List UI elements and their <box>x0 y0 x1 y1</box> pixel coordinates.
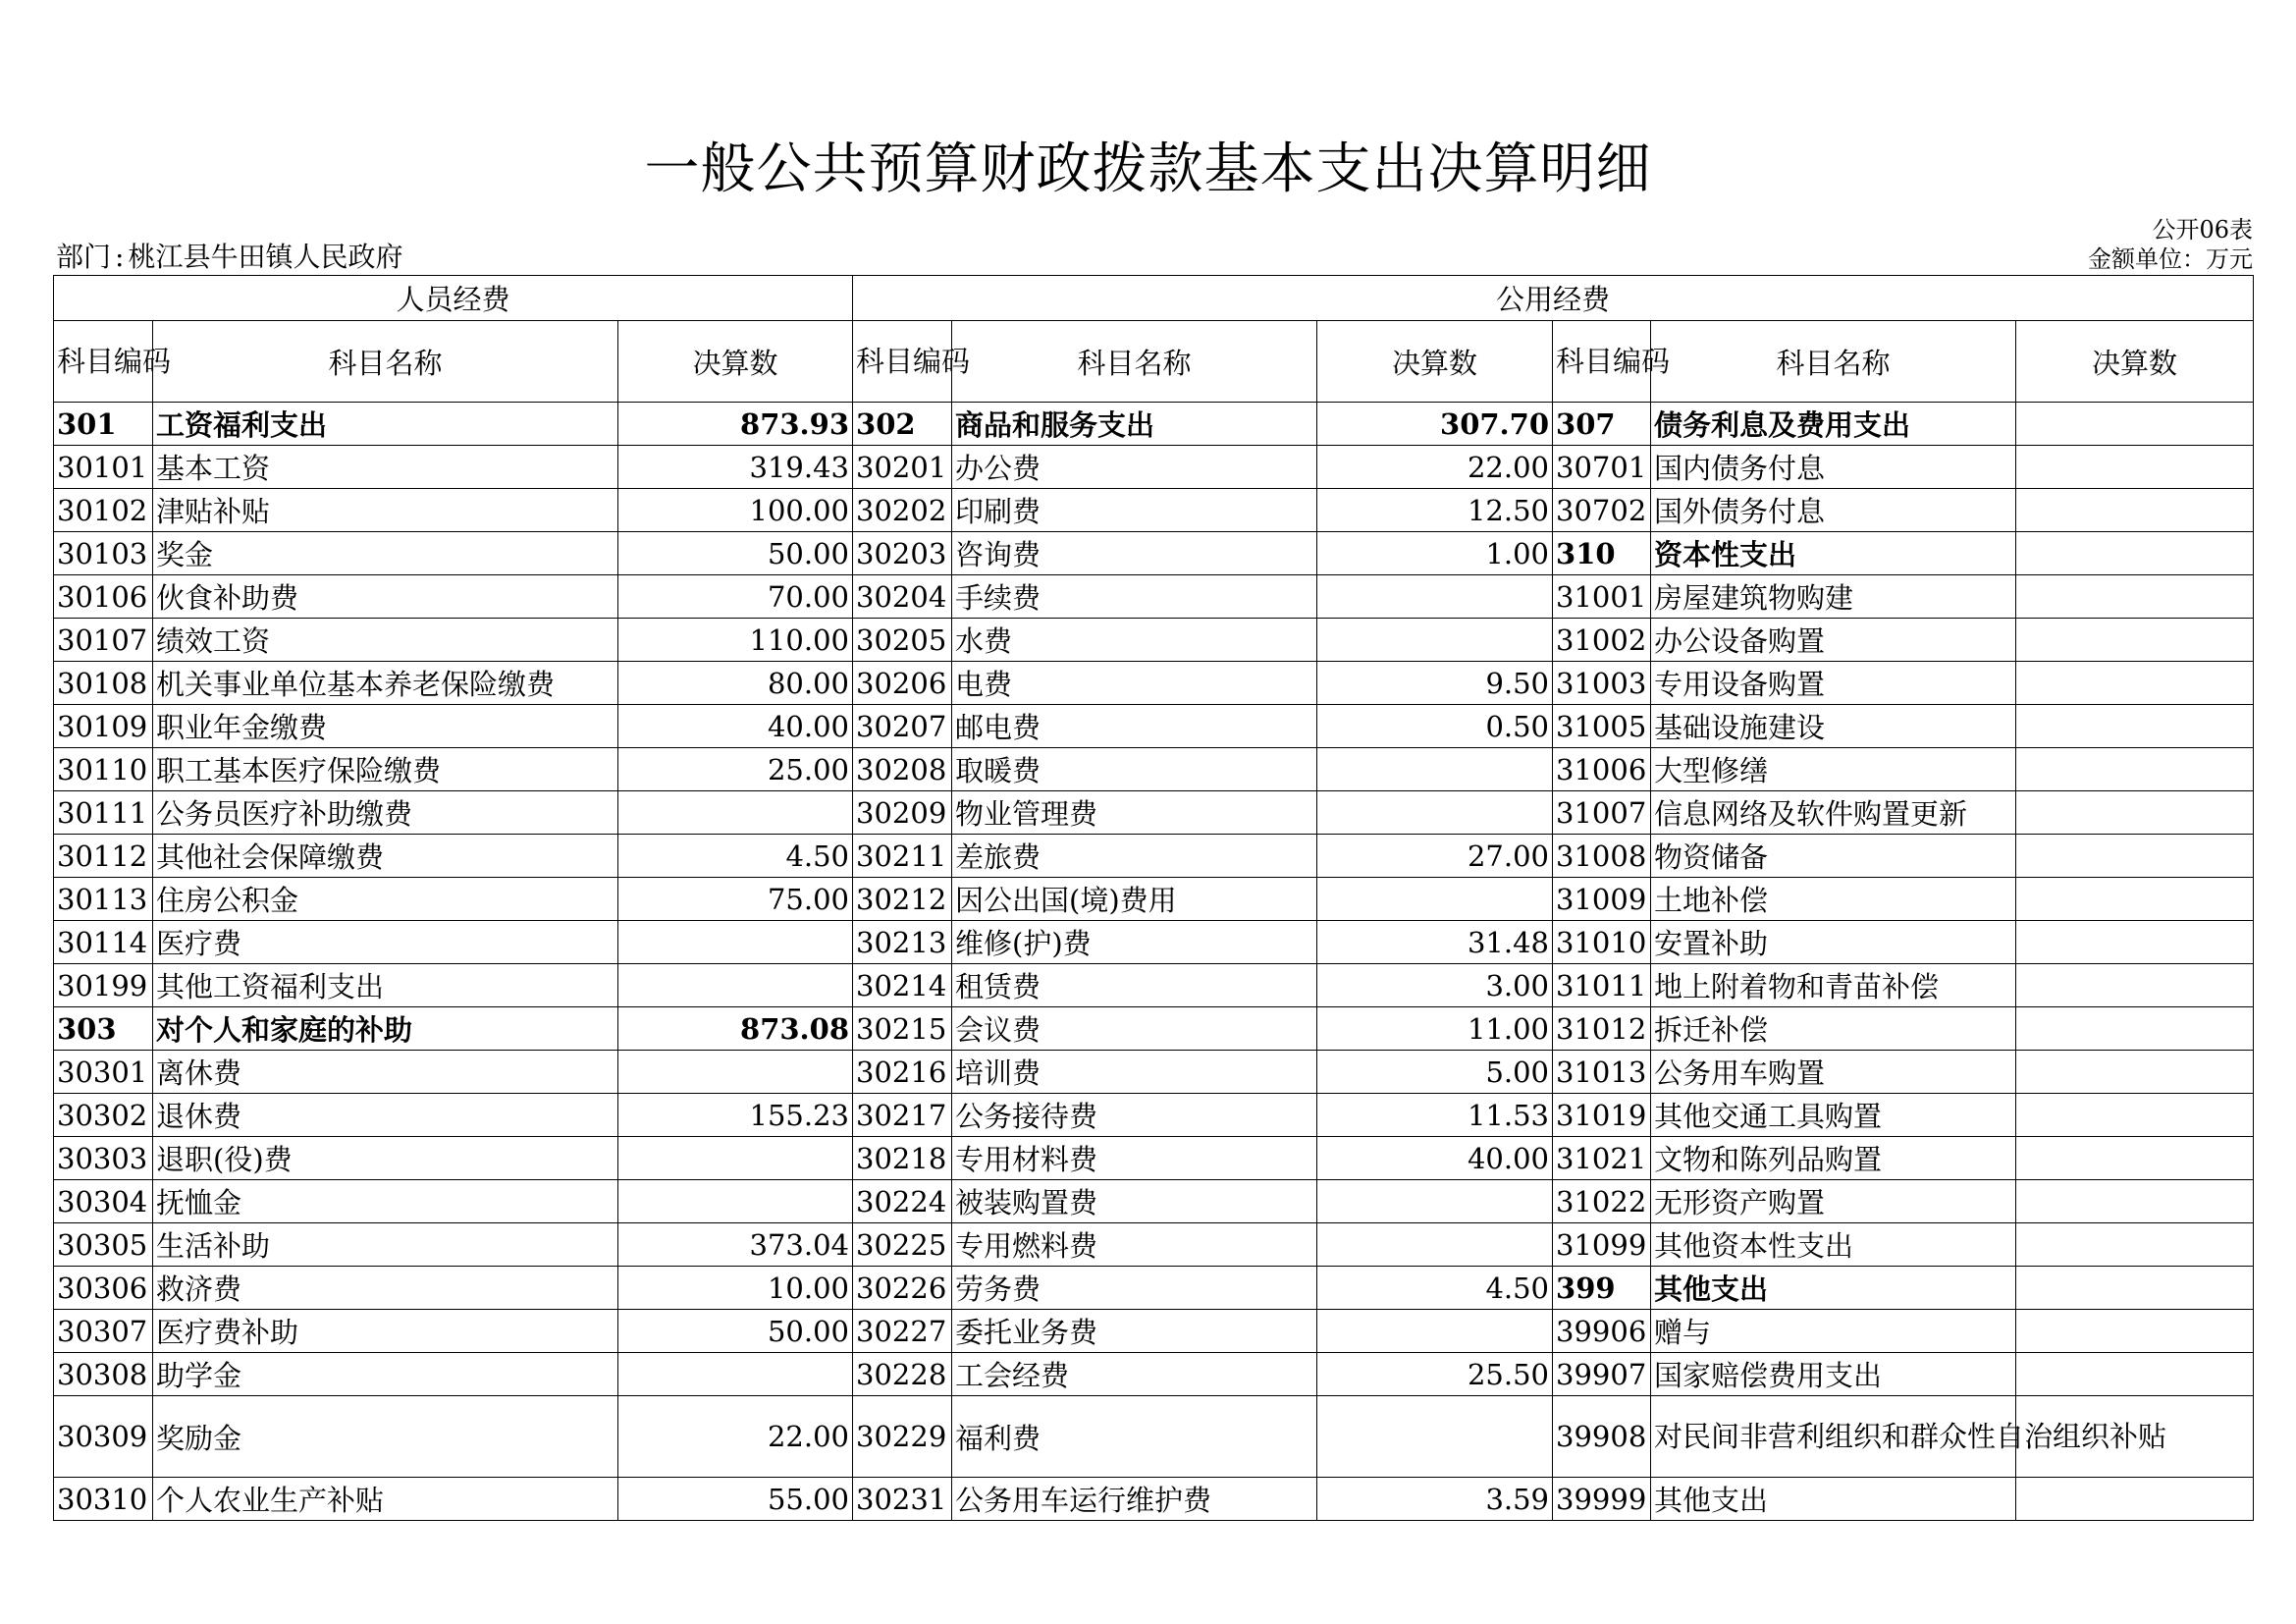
amount-cell <box>1317 748 1553 791</box>
amount-cell: 3.00 <box>1317 964 1553 1007</box>
amount-cell <box>1317 619 1553 662</box>
amount-cell <box>1317 575 1553 619</box>
subject-name-cell: 委托业务费 <box>952 1310 1317 1353</box>
subject-name-cell: 房屋建筑物购建 <box>1651 575 2016 619</box>
subject-code-cell: 310 <box>1553 532 1651 575</box>
subject-name-cell: 生活补助 <box>153 1223 618 1267</box>
subject-code-cell: 30304 <box>54 1180 153 1223</box>
amount-cell <box>2016 532 2254 575</box>
table-number: 公开06表 <box>2152 216 2253 244</box>
subject-code-cell: 30226 <box>853 1267 952 1310</box>
subject-code-cell: 30213 <box>853 921 952 964</box>
amount-cell: 4.50 <box>1317 1267 1553 1310</box>
subject-name-cell: 债务利息及费用支出 <box>1651 403 2016 446</box>
subject-name-cell: 救济费 <box>153 1267 618 1310</box>
subject-code-cell: 30211 <box>853 835 952 878</box>
subject-code-cell: 30113 <box>54 878 153 921</box>
subject-code-cell: 30215 <box>853 1007 952 1051</box>
amount-cell <box>2016 1310 2254 1353</box>
subject-code-cell: 30231 <box>853 1478 952 1521</box>
subject-name-cell: 会议费 <box>952 1007 1317 1051</box>
subject-name-cell: 国外债务付息 <box>1651 489 2016 532</box>
table-row <box>54 662 2254 705</box>
subject-name-cell: 公务员医疗补助缴费 <box>153 791 618 835</box>
column-header-name: 科目名称 <box>1651 321 2016 403</box>
subject-code-cell: 31009 <box>1553 878 1651 921</box>
table-row <box>54 1180 2254 1223</box>
subject-code-cell: 31003 <box>1553 662 1651 705</box>
subject-code-cell: 30212 <box>853 878 952 921</box>
subject-code-cell: 30306 <box>54 1267 153 1310</box>
amount-cell: 50.00 <box>618 532 853 575</box>
subject-code-cell: 31001 <box>1553 575 1651 619</box>
amount-cell <box>1317 1396 1553 1478</box>
table-body <box>54 403 2254 1521</box>
amount-cell: 10.00 <box>618 1267 853 1310</box>
expenditure-table <box>53 275 2254 1521</box>
subject-name-cell: 基础设施建设 <box>1651 705 2016 748</box>
department-line <box>56 236 402 275</box>
subject-name-cell: 取暖费 <box>952 748 1317 791</box>
amount-cell: 11.53 <box>1317 1094 1553 1137</box>
subject-code-cell: 30218 <box>853 1137 952 1180</box>
subject-name-cell: 专用设备购置 <box>1651 662 2016 705</box>
subject-name-cell: 地上附着物和青苗补偿 <box>1651 964 2016 1007</box>
subject-code-cell: 39906 <box>1553 1310 1651 1353</box>
amount-cell <box>2016 1223 2254 1267</box>
subject-code-cell: 30309 <box>54 1396 153 1478</box>
amount-cell <box>618 791 853 835</box>
subject-name-cell: 津贴补贴 <box>153 489 618 532</box>
table-row <box>54 1353 2254 1396</box>
table-row <box>54 1223 2254 1267</box>
amount-cell <box>2016 575 2254 619</box>
amount-cell: 0.50 <box>1317 705 1553 748</box>
subject-name-cell: 其他资本性支出 <box>1651 1223 2016 1267</box>
subject-name-cell: 绩效工资 <box>153 619 618 662</box>
subject-code-cell: 30227 <box>853 1310 952 1353</box>
table-row <box>54 705 2254 748</box>
subject-name-cell: 维修(护)费 <box>952 921 1317 964</box>
subject-code-cell: 30308 <box>54 1353 153 1396</box>
amount-cell: 3.59 <box>1317 1478 1553 1521</box>
subject-name-cell: 租赁费 <box>952 964 1317 1007</box>
subject-code-cell: 399 <box>1553 1267 1651 1310</box>
subject-name-cell: 手续费 <box>952 575 1317 619</box>
table-row <box>54 1137 2254 1180</box>
amount-cell <box>2016 791 2254 835</box>
subject-code-cell: 30204 <box>853 575 952 619</box>
subject-code-cell: 302 <box>853 403 952 446</box>
amount-cell <box>1317 1310 1553 1353</box>
amount-cell: 307.70 <box>1317 403 1553 446</box>
subject-code-cell: 30207 <box>853 705 952 748</box>
subject-name-cell: 其他支出 <box>1651 1267 2016 1310</box>
subject-code-cell: 307 <box>1553 403 1651 446</box>
subject-code-cell: 30307 <box>54 1310 153 1353</box>
subject-code-cell: 31008 <box>1553 835 1651 878</box>
amount-cell: 873.93 <box>618 403 853 446</box>
subject-code-cell: 30108 <box>54 662 153 705</box>
subject-code-cell: 301 <box>54 403 153 446</box>
amount-cell: 25.50 <box>1317 1353 1553 1396</box>
subject-name-cell: 物业管理费 <box>952 791 1317 835</box>
subject-name-cell: 抚恤金 <box>153 1180 618 1223</box>
subject-code-cell: 30202 <box>853 489 952 532</box>
amount-cell: 40.00 <box>1317 1137 1553 1180</box>
subject-name-cell: 劳务费 <box>952 1267 1317 1310</box>
group-header-personnel: 人员经费 <box>54 276 853 321</box>
subject-code-cell: 30199 <box>54 964 153 1007</box>
subject-name-cell: 其他交通工具购置 <box>1651 1094 2016 1137</box>
subject-code-cell: 30216 <box>853 1051 952 1094</box>
subject-code-cell: 30206 <box>853 662 952 705</box>
table-row <box>54 1478 2254 1521</box>
subject-code-cell: 31005 <box>1553 705 1651 748</box>
column-header-name: 科目名称 <box>952 321 1317 403</box>
subject-name-cell: 国家赔偿费用支出 <box>1651 1353 2016 1396</box>
subject-name-cell: 个人农业生产补贴 <box>153 1478 618 1521</box>
amount-cell <box>2016 1094 2254 1137</box>
subject-code-cell: 30302 <box>54 1094 153 1137</box>
amount-cell <box>618 1353 853 1396</box>
amount-cell <box>2016 619 2254 662</box>
column-header-amount: 决算数 <box>2016 321 2254 403</box>
subject-name-cell: 咨询费 <box>952 532 1317 575</box>
subject-code-cell: 30103 <box>54 532 153 575</box>
subject-code-cell: 30305 <box>54 1223 153 1267</box>
department-separator: : <box>115 241 125 273</box>
subject-code-cell: 31022 <box>1553 1180 1651 1223</box>
subject-name-cell: 对民间非营利组织和群众性自治组织补贴 <box>1651 1396 2016 1478</box>
subject-code-cell: 30109 <box>54 705 153 748</box>
subject-name-cell: 国内债务付息 <box>1651 446 2016 489</box>
amount-cell <box>2016 705 2254 748</box>
column-header-code: 科目编码 <box>1553 321 1651 403</box>
table-row <box>54 921 2254 964</box>
subject-code-cell: 39999 <box>1553 1478 1651 1521</box>
subject-code-cell: 31099 <box>1553 1223 1651 1267</box>
subject-name-cell: 文物和陈列品购置 <box>1651 1137 2016 1180</box>
subject-code-cell: 39907 <box>1553 1353 1651 1396</box>
subject-name-cell: 职工基本医疗保险缴费 <box>153 748 618 791</box>
amount-cell <box>618 921 853 964</box>
subject-name-cell: 办公费 <box>952 446 1317 489</box>
subject-code-cell: 31012 <box>1553 1007 1651 1051</box>
table-row <box>54 489 2254 532</box>
amount-cell: 22.00 <box>618 1396 853 1478</box>
amount-cell: 4.50 <box>618 835 853 878</box>
amount-cell <box>618 1137 853 1180</box>
table-row <box>54 878 2254 921</box>
amount-cell: 75.00 <box>618 878 853 921</box>
subject-code-cell: 30208 <box>853 748 952 791</box>
table-row <box>54 1396 2254 1478</box>
table-row <box>54 791 2254 835</box>
subject-code-cell: 31019 <box>1553 1094 1651 1137</box>
amount-cell <box>2016 1051 2254 1094</box>
subject-name-cell: 土地补偿 <box>1651 878 2016 921</box>
subject-code-cell: 30114 <box>54 921 153 964</box>
amount-cell <box>618 964 853 1007</box>
table-row <box>54 1094 2254 1137</box>
subject-name-cell: 物资储备 <box>1651 835 2016 878</box>
amount-cell <box>2016 835 2254 878</box>
subject-name-cell: 资本性支出 <box>1651 532 2016 575</box>
subject-name-cell: 赠与 <box>1651 1310 2016 1353</box>
table-row <box>54 619 2254 662</box>
subject-code-cell: 31006 <box>1553 748 1651 791</box>
subject-name-cell: 伙食补助费 <box>153 575 618 619</box>
column-header-code: 科目编码 <box>54 321 153 403</box>
subject-name-cell: 职业年金缴费 <box>153 705 618 748</box>
amount-cell: 9.50 <box>1317 662 1553 705</box>
amount-cell <box>2016 1267 2254 1310</box>
amount-cell <box>618 1051 853 1094</box>
subject-code-cell: 30702 <box>1553 489 1651 532</box>
subject-name-cell: 信息网络及软件购置更新 <box>1651 791 2016 835</box>
subject-name-cell: 住房公积金 <box>153 878 618 921</box>
amount-cell: 11.00 <box>1317 1007 1553 1051</box>
table-row <box>54 403 2254 446</box>
subject-name-cell: 离休费 <box>153 1051 618 1094</box>
table-row <box>54 748 2254 791</box>
amount-cell: 873.08 <box>618 1007 853 1051</box>
subject-code-cell: 30217 <box>853 1094 952 1137</box>
subject-name-cell: 安置补助 <box>1651 921 2016 964</box>
subject-code-cell: 30301 <box>54 1051 153 1094</box>
amount-cell <box>2016 446 2254 489</box>
subject-code-cell: 30102 <box>54 489 153 532</box>
table-row <box>54 1267 2254 1310</box>
subject-name-cell: 医疗费 <box>153 921 618 964</box>
subject-code-cell: 30201 <box>853 446 952 489</box>
table-row <box>54 835 2254 878</box>
subject-name-cell: 水费 <box>952 619 1317 662</box>
amount-cell: 110.00 <box>618 619 853 662</box>
amount-cell: 55.00 <box>618 1478 853 1521</box>
subject-code-cell: 30107 <box>54 619 153 662</box>
subject-name-cell: 退职(役)费 <box>153 1137 618 1180</box>
subject-code-cell: 31010 <box>1553 921 1651 964</box>
subject-code-cell: 30303 <box>54 1137 153 1180</box>
amount-cell: 5.00 <box>1317 1051 1553 1094</box>
subject-code-cell: 30111 <box>54 791 153 835</box>
amount-cell <box>1317 791 1553 835</box>
amount-cell <box>1317 1180 1553 1223</box>
subject-code-cell: 31007 <box>1553 791 1651 835</box>
table-row <box>54 964 2254 1007</box>
subject-code-cell: 30106 <box>54 575 153 619</box>
subject-name-cell: 公务用车运行维护费 <box>952 1478 1317 1521</box>
subject-name-cell: 无形资产购置 <box>1651 1180 2016 1223</box>
subject-name-cell: 差旅费 <box>952 835 1317 878</box>
amount-cell <box>2016 1478 2254 1521</box>
amount-cell <box>2016 1353 2254 1396</box>
subject-code-cell: 30205 <box>853 619 952 662</box>
subject-code-cell: 31013 <box>1553 1051 1651 1094</box>
subject-code-cell: 31021 <box>1553 1137 1651 1180</box>
subject-code-cell: 39908 <box>1553 1396 1651 1478</box>
subject-code-cell: 30112 <box>54 835 153 878</box>
subject-name-cell: 基本工资 <box>153 446 618 489</box>
table-row <box>54 532 2254 575</box>
amount-cell <box>618 1180 853 1223</box>
subject-code-cell: 31002 <box>1553 619 1651 662</box>
subject-name-cell: 奖金 <box>153 532 618 575</box>
amount-cell: 100.00 <box>618 489 853 532</box>
department-label: 部门 <box>56 241 112 273</box>
subject-name-cell: 因公出国(境)费用 <box>952 878 1317 921</box>
table-row <box>54 446 2254 489</box>
subject-name-cell: 其他工资福利支出 <box>153 964 618 1007</box>
department-name: 桃江县牛田镇人民政府 <box>128 241 403 273</box>
subject-code-cell: 30229 <box>853 1396 952 1478</box>
subject-name-cell: 商品和服务支出 <box>952 403 1317 446</box>
subject-code-cell: 30310 <box>54 1478 153 1521</box>
page-title: 一般公共预算财政拨款基本支出决算明细 <box>644 137 1652 201</box>
subject-name-cell: 电费 <box>952 662 1317 705</box>
subject-code-cell: 30110 <box>54 748 153 791</box>
amount-cell: 373.04 <box>618 1223 853 1267</box>
amount-cell <box>2016 878 2254 921</box>
subject-name-cell: 公务用车购置 <box>1651 1051 2016 1094</box>
subject-name-cell: 奖励金 <box>153 1396 618 1478</box>
subject-code-cell: 30203 <box>853 532 952 575</box>
amount-cell: 155.23 <box>618 1094 853 1137</box>
subject-name-cell: 其他社会保障缴费 <box>153 835 618 878</box>
amount-cell: 50.00 <box>618 1310 853 1353</box>
amount-cell <box>1317 878 1553 921</box>
subject-name-cell: 福利费 <box>952 1396 1317 1478</box>
subject-name-cell: 公务接待费 <box>952 1094 1317 1137</box>
amount-cell: 319.43 <box>618 446 853 489</box>
subject-code-cell: 30701 <box>1553 446 1651 489</box>
subject-name-cell: 办公设备购置 <box>1651 619 2016 662</box>
subject-name-cell: 拆迁补偿 <box>1651 1007 2016 1051</box>
column-header-amount: 决算数 <box>1317 321 1553 403</box>
subject-name-cell: 机关事业单位基本养老保险缴费 <box>153 662 618 705</box>
subject-name-cell: 退休费 <box>153 1094 618 1137</box>
subject-code-cell: 30101 <box>54 446 153 489</box>
table-row <box>54 1051 2254 1094</box>
subject-name-cell: 工资福利支出 <box>153 403 618 446</box>
subject-name-cell: 专用材料费 <box>952 1137 1317 1180</box>
amount-cell: 25.00 <box>618 748 853 791</box>
amount-cell <box>2016 1180 2254 1223</box>
subject-code-cell: 30209 <box>853 791 952 835</box>
column-header-amount: 决算数 <box>618 321 853 403</box>
table-row <box>54 575 2254 619</box>
table-row <box>54 1310 2254 1353</box>
subject-name-cell: 培训费 <box>952 1051 1317 1094</box>
amount-cell <box>2016 1007 2254 1051</box>
subject-code-cell: 30224 <box>853 1180 952 1223</box>
amount-cell <box>2016 489 2254 532</box>
amount-cell: 31.48 <box>1317 921 1553 964</box>
subject-name-cell: 医疗费补助 <box>153 1310 618 1353</box>
amount-cell: 40.00 <box>618 705 853 748</box>
amount-cell: 80.00 <box>618 662 853 705</box>
amount-cell <box>2016 1137 2254 1180</box>
amount-cell: 22.00 <box>1317 446 1553 489</box>
amount-cell: 27.00 <box>1317 835 1553 878</box>
subject-name-cell: 其他支出 <box>1651 1478 2016 1521</box>
amount-cell: 70.00 <box>618 575 853 619</box>
subject-name-cell: 助学金 <box>153 1353 618 1396</box>
column-header-name: 科目名称 <box>153 321 618 403</box>
subject-name-cell: 印刷费 <box>952 489 1317 532</box>
amount-cell <box>1317 1223 1553 1267</box>
table-row <box>54 1007 2254 1051</box>
amount-cell: 1.00 <box>1317 532 1553 575</box>
amount-cell <box>2016 964 2254 1007</box>
subject-name-cell: 专用燃料费 <box>952 1223 1317 1267</box>
subject-name-cell: 大型修缮 <box>1651 748 2016 791</box>
subject-name-cell: 对个人和家庭的补助 <box>153 1007 618 1051</box>
subject-code-cell: 30225 <box>853 1223 952 1267</box>
group-header-public: 公用经费 <box>853 276 2254 321</box>
column-header-code: 科目编码 <box>853 321 952 403</box>
amount-cell <box>2016 748 2254 791</box>
subject-code-cell: 30228 <box>853 1353 952 1396</box>
amount-cell <box>2016 921 2254 964</box>
subject-name-cell: 邮电费 <box>952 705 1317 748</box>
subject-code-cell: 31011 <box>1553 964 1651 1007</box>
amount-cell: 12.50 <box>1317 489 1553 532</box>
amount-unit: 金额单位：万元 <box>2088 245 2253 273</box>
amount-cell <box>2016 662 2254 705</box>
amount-cell <box>2016 403 2254 446</box>
subject-name-cell: 被装购置费 <box>952 1180 1317 1223</box>
subject-code-cell: 303 <box>54 1007 153 1051</box>
subject-code-cell: 30214 <box>853 964 952 1007</box>
subject-name-cell: 工会经费 <box>952 1353 1317 1396</box>
